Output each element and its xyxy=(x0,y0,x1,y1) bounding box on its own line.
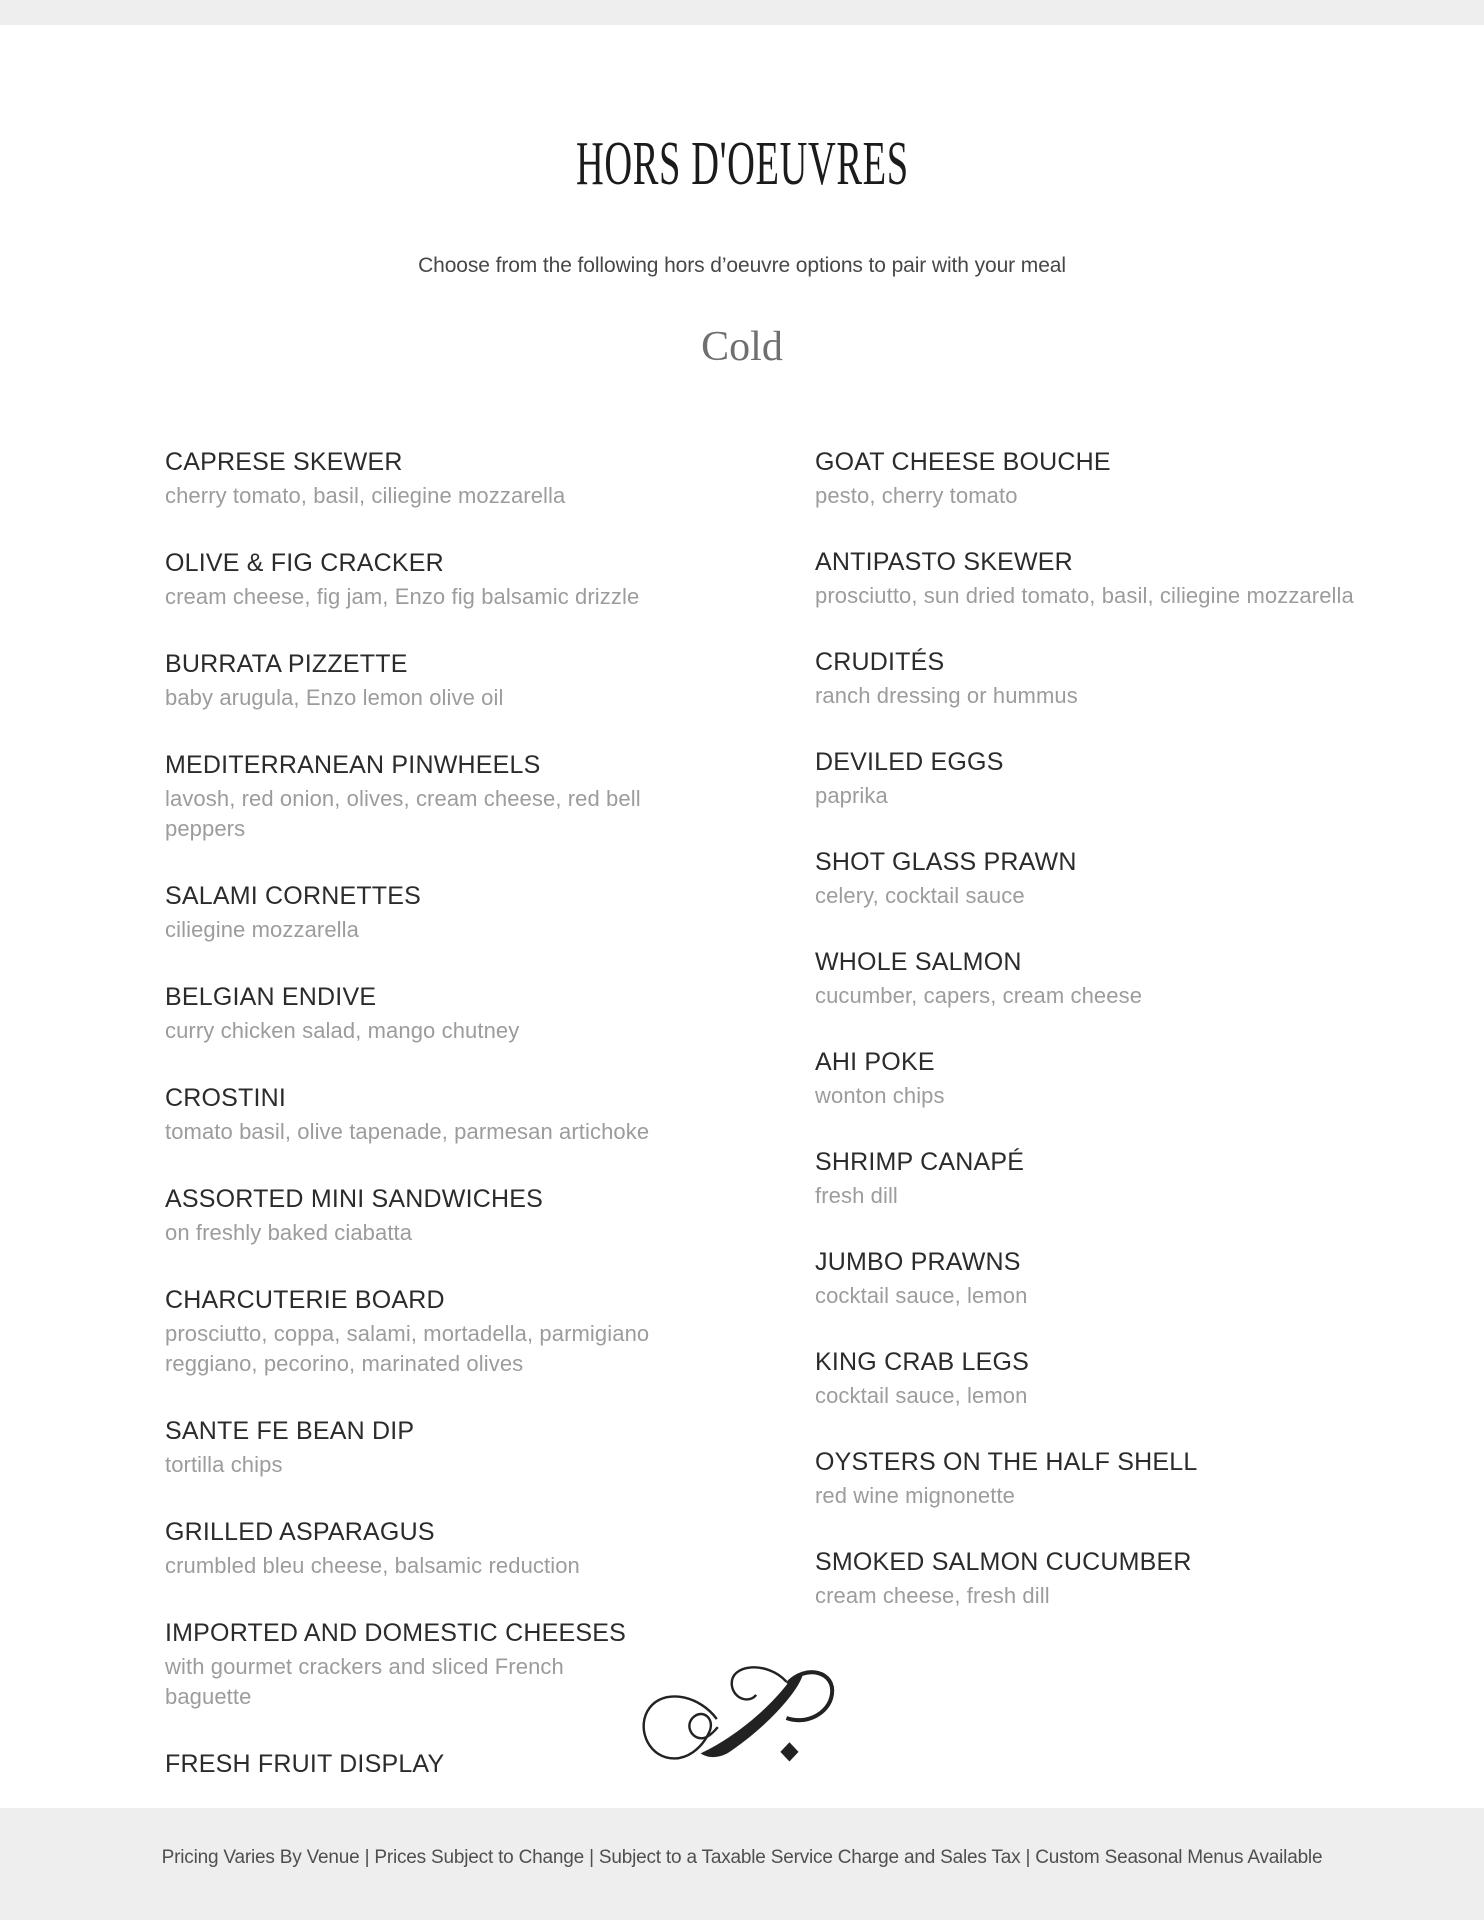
menu-item xyxy=(815,546,1355,611)
menu-item xyxy=(165,749,705,844)
menu-item xyxy=(815,1346,1355,1411)
menu-item xyxy=(165,1617,705,1712)
menu-item-name: MEDITERRANEAN PINWHEELS xyxy=(165,751,541,779)
menu-item xyxy=(165,547,705,612)
menu-item xyxy=(815,1546,1355,1611)
menu-item-name: CRUDITÉS xyxy=(815,648,945,676)
menu-item xyxy=(165,1284,705,1379)
menu-item-name: BELGIAN ENDIVE xyxy=(165,983,377,1011)
menu-item xyxy=(815,946,1355,1011)
menu-item xyxy=(165,1082,705,1147)
menu-item-description-line: wonton chips xyxy=(815,1083,945,1108)
menu-item xyxy=(165,981,705,1046)
menu-columns xyxy=(165,446,1355,1816)
menu-subtitle: Choose from the following hors d’oeuvre options to pair with your meal xyxy=(418,254,1066,277)
menu-column-left xyxy=(165,446,705,1816)
menu-item-name: OLIVE & FIG CRACKER xyxy=(165,549,444,577)
menu-item xyxy=(165,880,705,945)
menu-item-name: FRESH FRUIT DISPLAY xyxy=(165,1750,445,1778)
menu-item-name: SHRIMP CANAPÉ xyxy=(815,1148,1025,1176)
menu-item xyxy=(815,1246,1355,1311)
section-heading-cold: Cold xyxy=(701,324,783,370)
menu-item-description-line: celery, cocktail sauce xyxy=(815,883,1025,908)
menu-item-description-line: tortilla chips xyxy=(165,1452,283,1477)
menu-item-description-line: pesto, cherry tomato xyxy=(815,483,1018,508)
script-p-monogram-icon xyxy=(636,1658,848,1770)
menu-item xyxy=(815,1046,1355,1111)
menu-item-description-line: baby arugula, Enzo lemon olive oil xyxy=(165,685,504,710)
page-title xyxy=(0,132,1484,196)
menu-item xyxy=(165,1415,705,1480)
menu-item xyxy=(165,446,705,511)
menu-item-description-line: curry chicken salad, mango chutney xyxy=(165,1018,520,1043)
menu-item-name: GOAT CHEESE BOUCHE xyxy=(815,448,1111,476)
menu-item-description-line: baguette xyxy=(165,1684,252,1709)
menu-item-name: OYSTERS ON THE HALF SHELL xyxy=(815,1448,1198,1476)
menu-item-name: BURRATA PIZZETTE xyxy=(165,650,408,678)
menu-item-description-line: peppers xyxy=(165,816,246,841)
menu-item-name: DEVILED EGGS xyxy=(815,748,1004,776)
menu-item-description-line: fresh dill xyxy=(815,1183,898,1208)
menu-item xyxy=(815,1146,1355,1211)
menu-item xyxy=(815,446,1355,511)
menu-item-name: SMOKED SALMON CUCUMBER xyxy=(815,1548,1192,1576)
menu-item-description-line: crumbled bleu cheese, balsamic reduction xyxy=(165,1553,580,1578)
menu-item-description-line: prosciutto, coppa, salami, mortadella, parmigiano xyxy=(165,1321,650,1346)
menu-item xyxy=(165,1183,705,1248)
menu-item-description-line: ciliegine mozzarella xyxy=(165,917,359,942)
menu-item xyxy=(165,1516,705,1581)
menu-item-description-line: prosciutto, sun dried tomato, basil, ciliegine mozzarella xyxy=(815,583,1354,608)
menu-item xyxy=(815,746,1355,811)
menu-item-name: JUMBO PRAWNS xyxy=(815,1248,1021,1276)
menu-item-name: AHI POKE xyxy=(815,1048,935,1076)
menu-item-description-line: cocktail sauce, lemon xyxy=(815,1283,1028,1308)
menu-item-description-line: with gourmet crackers and sliced French xyxy=(165,1654,564,1679)
menu-item-name: SALAMI CORNETTES xyxy=(165,882,422,910)
menu-item xyxy=(815,646,1355,711)
menu-item-name: ASSORTED MINI SANDWICHES xyxy=(165,1185,543,1213)
script-p-logo xyxy=(636,1658,848,1770)
menu-item-description-line: reggiano, pecorino, marinated olives xyxy=(165,1351,524,1376)
menu-item-description-line: ranch dressing or hummus xyxy=(815,683,1078,708)
menu-item-name: CAPRESE SKEWER xyxy=(165,448,403,476)
menu-item-name: WHOLE SALMON xyxy=(815,948,1022,976)
menu-item-description-line: on freshly baked ciabatta xyxy=(165,1220,413,1245)
footer-disclaimer: Pricing Varies By Venue | Prices Subject to Change | Subject to a Taxable Service Charge and Sales Tax | Custom Seasonal Menus Available xyxy=(161,1847,1323,1868)
menu-item xyxy=(815,846,1355,911)
page-title-text: HORS D'OEUVRES xyxy=(575,130,909,198)
menu-column-right xyxy=(815,446,1355,1816)
menu-item xyxy=(815,1446,1355,1511)
menu-item-description-line: cream cheese, fresh dill xyxy=(815,1583,1050,1608)
menu-item xyxy=(165,1748,705,1780)
menu-item-name: ANTIPASTO SKEWER xyxy=(815,548,1073,576)
menu-item-description-line: tomato basil, olive tapenade, parmesan artichoke xyxy=(165,1119,650,1144)
menu-item-description-line: paprika xyxy=(815,783,888,808)
menu-item-description-line: lavosh, red onion, olives, cream cheese, red bell xyxy=(165,786,641,811)
menu-item-name: IMPORTED AND DOMESTIC CHEESES xyxy=(165,1619,626,1647)
menu-item-description-line: cocktail sauce, lemon xyxy=(815,1383,1028,1408)
menu-item-description-line: red wine mignonette xyxy=(815,1483,1016,1508)
menu-item-name: SHOT GLASS PRAWN xyxy=(815,848,1077,876)
menu-item-description-line: cream cheese, fig jam, Enzo fig balsamic drizzle xyxy=(165,584,640,609)
menu-item-name: CHARCUTERIE BOARD xyxy=(165,1286,445,1314)
menu-item-name: CROSTINI xyxy=(165,1084,287,1112)
menu-item-description-line: cucumber, capers, cream cheese xyxy=(815,983,1143,1008)
menu-item-name: KING CRAB LEGS xyxy=(815,1348,1029,1376)
menu-item-name: GRILLED ASPARAGUS xyxy=(165,1518,435,1546)
menu-item xyxy=(165,648,705,713)
menu-item-name: SANTE FE BEAN DIP xyxy=(165,1417,415,1445)
menu-item-description-line: cherry tomato, basil, ciliegine mozzarella xyxy=(165,483,566,508)
top-band xyxy=(0,0,1484,25)
